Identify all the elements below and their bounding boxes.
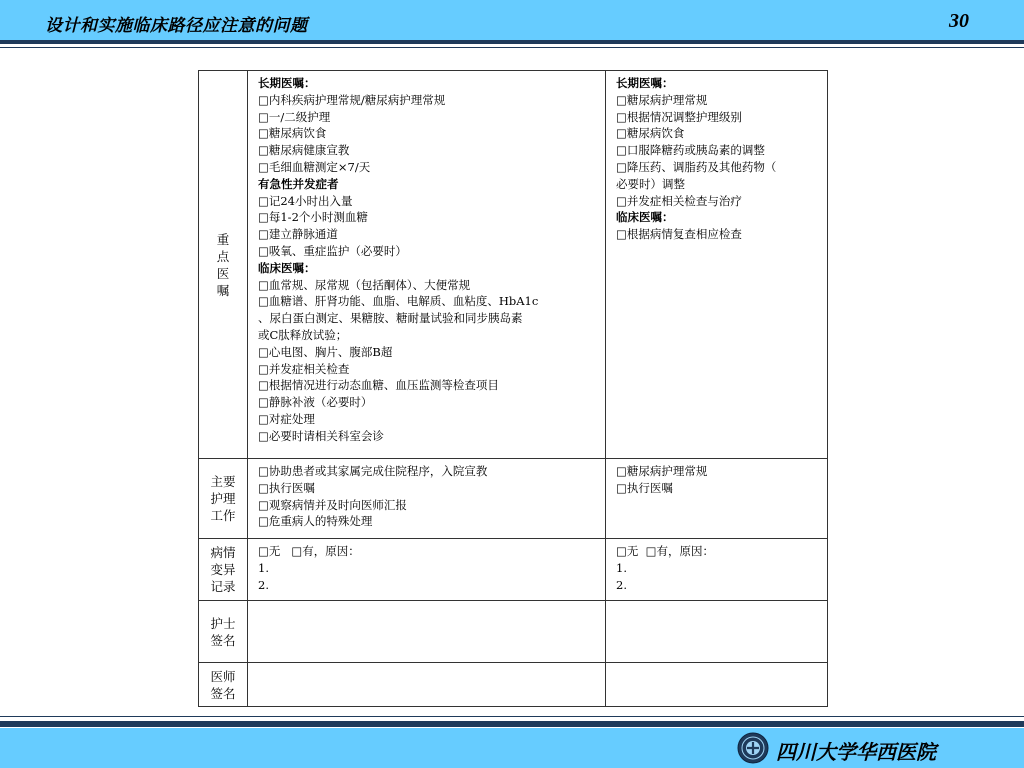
row-label-line: 点 — [216, 248, 230, 264]
footer-rule-thin — [0, 716, 1024, 717]
checklist-item: □协助患者或其家属完成住院程序，入院宣教 — [258, 464, 488, 478]
checklist-item: □观察病情并及时向医师汇报 — [258, 497, 407, 512]
row-label-line: 嘱 — [216, 282, 230, 298]
row-label — [199, 459, 248, 539]
phase-2-cell — [606, 459, 828, 539]
section-heading: 长期医嘱： — [616, 76, 674, 90]
phase-2-cell — [606, 663, 828, 707]
checklist-item: 2. — [616, 577, 627, 592]
table-row — [199, 71, 828, 459]
checklist-item: □根据病情复查相应检查 — [616, 227, 742, 242]
row-label-line: 记录 — [210, 579, 236, 594]
section-heading: 临床医嘱： — [258, 260, 316, 275]
checklist-item: □每1-2个小时测血糖 — [258, 210, 368, 225]
checklist-item: □必要时请相关科室会诊 — [258, 428, 384, 443]
checklist-item: □根据情况调整护理级别 — [616, 109, 742, 124]
row-label-line: 变异 — [210, 562, 236, 577]
phase-1-cell — [248, 71, 606, 459]
phase-1-cell — [248, 601, 606, 663]
footer-rule-thick — [0, 721, 1024, 727]
checklist-item: □血常规、尿常规（包括酮体）、大便常规 — [258, 277, 471, 292]
checklist-item: □并发症相关检查与治疗 — [616, 193, 742, 208]
checklist-item: □糖尿病饮食 — [616, 126, 685, 141]
phase-2-cell — [606, 539, 828, 601]
section-heading: 长期医嘱： — [258, 76, 316, 90]
checklist-item: □危重病人的特殊处理 — [258, 514, 373, 529]
checklist-item: □毛细血糖测定×7/天 — [258, 159, 371, 174]
checklist-item: □根据情况进行动态血糖、血压监测等检查项目 — [258, 378, 499, 393]
page-number: 30 — [949, 10, 969, 32]
checklist-item: □心电图、胸片、腹部B超 — [258, 344, 393, 359]
clinical-pathway-table — [198, 70, 828, 707]
checklist-item: □吸氧、重症监护（必要时） — [258, 243, 407, 258]
table-row — [199, 663, 828, 707]
checklist-item: □口服降糖药或胰岛素的调整 — [616, 143, 765, 158]
row-label — [199, 539, 248, 601]
checklist-item: □糖尿病护理常规 — [616, 464, 708, 478]
row-label-line: 医师 — [210, 668, 236, 684]
phase-1-cell — [248, 663, 606, 707]
checklist-item: □血糖谱、肝肾功能、血脂、电解质、血粘度、HbA1c — [258, 294, 539, 309]
header-band — [0, 0, 1024, 40]
header-rule-thick — [0, 40, 1024, 44]
checklist-item: □执行医嘱 — [258, 480, 315, 495]
page-title: 设计和实施临床路径应注意的问题 — [45, 16, 308, 36]
hospital-seal-icon — [737, 732, 769, 764]
phase-2-cell — [606, 71, 828, 459]
checklist-item: □对症处理 — [258, 411, 315, 426]
row-label-line: 重 — [216, 231, 230, 247]
checklist-item: 或C肽释放试验； — [258, 327, 348, 342]
checklist-item: □糖尿病护理常规 — [616, 92, 708, 107]
row-label-line: 护士 — [210, 615, 236, 631]
row-label-line: 签名 — [210, 632, 236, 648]
checklist-item: 1. — [616, 560, 627, 575]
row-label — [199, 71, 248, 459]
phase-1-cell — [248, 459, 606, 539]
phase-1-cell — [248, 539, 606, 601]
checklist-item: □静脉补液（必要时） — [258, 395, 373, 410]
checklist-item: □糖尿病健康宣教 — [258, 143, 350, 158]
checklist-item: □糖尿病饮食 — [258, 126, 327, 141]
row-label-line: 病情 — [210, 545, 236, 560]
row-label-line: 医 — [216, 265, 230, 281]
header-rule-thin — [0, 47, 1024, 48]
hospital-name: 四川大学华西医院 — [776, 740, 936, 764]
row-label-line: 签名 — [210, 685, 236, 701]
table-row — [199, 601, 828, 663]
checklist-item: □建立静脉通道 — [258, 227, 338, 242]
phase-2-cell — [606, 601, 828, 663]
section-heading: 临床医嘱： — [616, 210, 674, 225]
row-label — [199, 663, 248, 707]
checklist-item: 、尿白蛋白测定、果糖胺、糖耐量试验和同步胰岛素 — [258, 311, 523, 326]
table-body — [199, 71, 828, 707]
checklist-item: □内科疾病护理常规/糖尿病护理常规 — [258, 92, 446, 107]
table-row — [199, 539, 828, 601]
section-heading: 有急性并发症者 — [258, 176, 339, 191]
checklist-item: 2. — [258, 577, 269, 592]
row-label-line: 主要 — [210, 474, 236, 489]
checklist-item: □并发症相关检查 — [258, 361, 350, 376]
checklist-item: □执行医嘱 — [616, 480, 673, 495]
checklist-item: 必要时）调整 — [616, 176, 685, 191]
row-label-line: 工作 — [210, 508, 236, 523]
row-label — [199, 601, 248, 663]
checklist-item: □一/二级护理 — [258, 109, 331, 124]
table-row — [199, 459, 828, 539]
checklist-item: □降压药、调脂药及其他药物（ — [616, 159, 777, 174]
row-label-line: 护理 — [210, 491, 236, 506]
checklist-item: □无 □有，原因： — [258, 544, 360, 558]
checklist-item: □记24小时出入量 — [258, 193, 353, 208]
checklist-item: 1. — [258, 560, 269, 575]
checklist-item: □无 □有，原因： — [616, 544, 715, 558]
